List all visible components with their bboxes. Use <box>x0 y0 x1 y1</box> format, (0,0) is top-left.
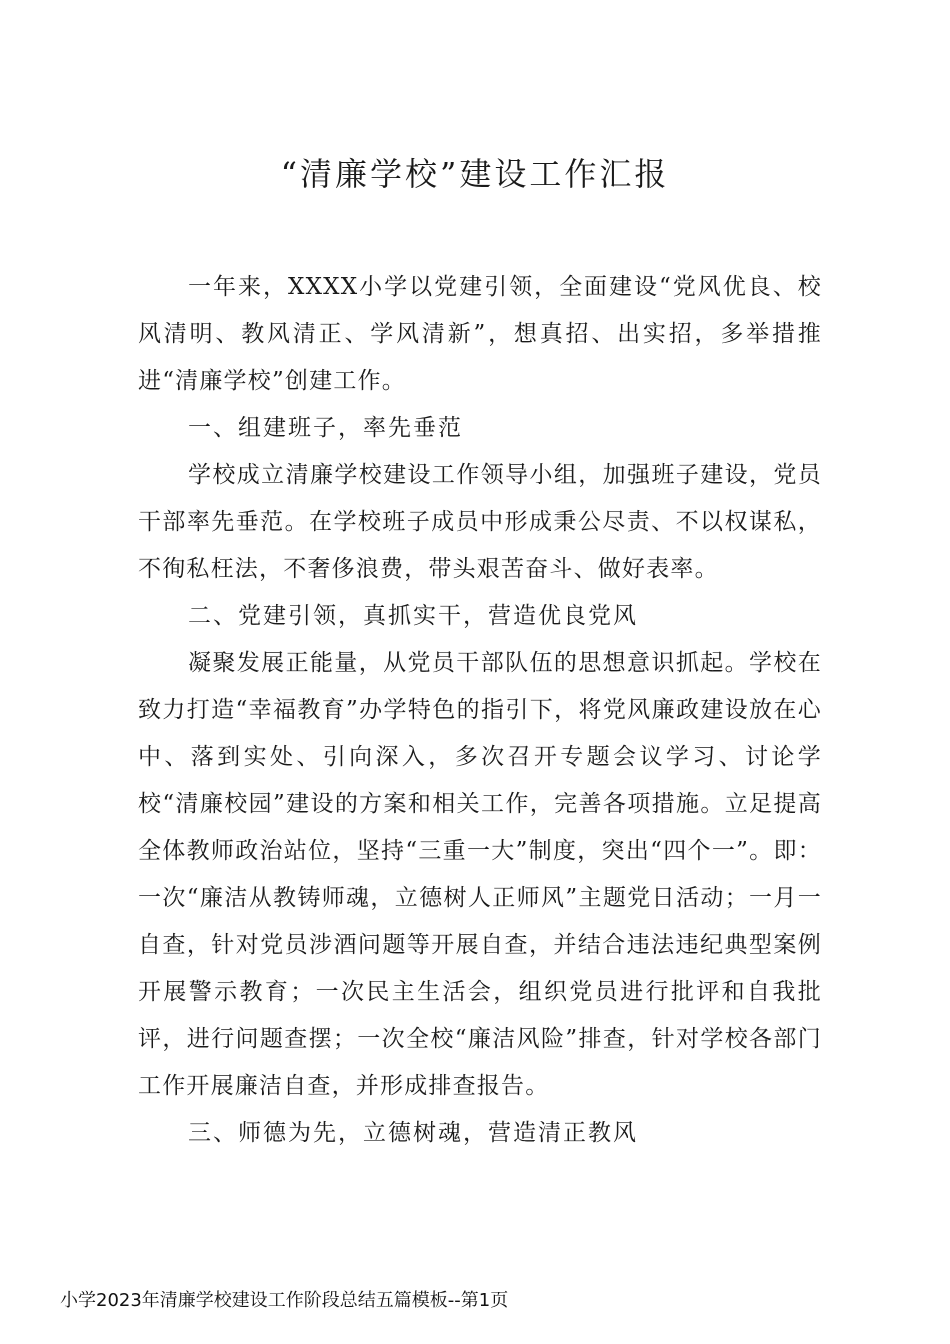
section-heading-3: 三、师德为先，立德树魂，营造清正教风 <box>188 1120 638 1146</box>
page-footer: 小学2023年清廉学校建设工作阶段总结五篇模板--第1页 <box>60 1290 509 1311</box>
document-body <box>138 264 822 1157</box>
section-heading-1: 一、组建班子，率先垂范 <box>188 415 463 441</box>
section-1-paragraph: 学校成立清廉学校建设工作领导小组，加强班子建设，党员干部率先垂范。在学校班子成员中形成秉公尽责、不以权谋私，不徇私枉法，不奢侈浪费，带头艰苦奋斗、做好表率。 <box>138 462 822 582</box>
section-2-paragraph: 凝聚发展正能量，从党员干部队伍的思想意识抓起。学校在致力打造“幸福教育”办学特色的指引下，将党风廉政建设放在心中、落到实处、引向深入，多次召开专题会议学习、讨论学校“清廉校园”建设的方案和相关工作，完善各项措施。立足提高全体教师政治站位，坚持“三重一大”制度，突出“四个一”。即：一次“廉洁从教铸师魂，立德树人正师风”主题党日活动；一月一自查，针对党员涉酒问题等开展自查，并结合违法违纪典型案例开展警示教育；一次民主生活会，组织党员进行批评和自我批评，进行问题查摆；一次全校“廉洁风险”排查，针对学校各部门工作开展廉洁自查，并形成排查报告。 <box>138 650 822 1099</box>
document-title: “清廉学校”建设工作汇报 <box>280 155 670 193</box>
intro-paragraph: 一年来，XXXX小学以党建引领，全面建设“党风优良、校风清明、教风清正、学风清新”，想真招、出实招，多举措推进“清廉学校”创建工作。 <box>138 274 822 394</box>
section-heading-2: 二、党建引领，真抓实干，营造优良党风 <box>188 603 638 629</box>
